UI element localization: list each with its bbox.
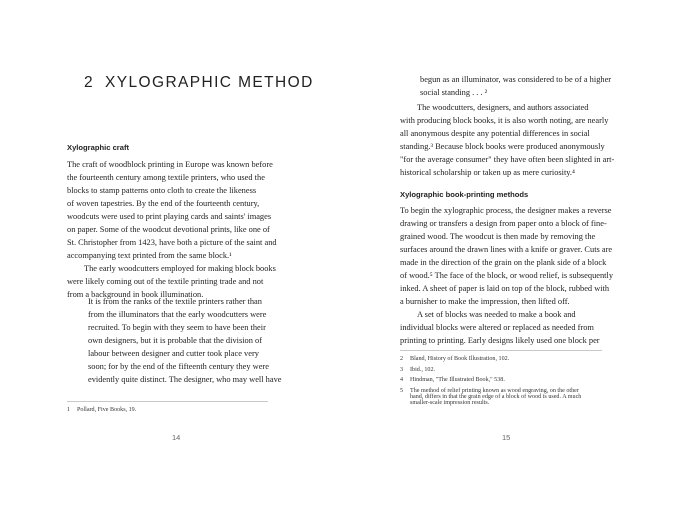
text-line: drawing or transfers a design from paper onto a block of fine- — [400, 219, 607, 228]
text-line: standing.³ Because block books were produced anonymously — [400, 142, 605, 151]
text-line: of woven tapestries. By the end of the fourteenth century, — [67, 199, 260, 208]
footnote-number: 1 — [67, 407, 71, 413]
footnote — [400, 367, 581, 373]
text-line: accompanying text printed from the same block.¹ — [67, 251, 232, 260]
text-line: social standing . . . ² — [420, 88, 488, 97]
chapter-title-text: XYLOGRAPHIC METHOD — [105, 74, 314, 91]
text-line: The early woodcutters employed for making block books — [84, 264, 276, 273]
footnote — [400, 377, 581, 383]
text-line: The woodcutters, designers, and authors associated — [417, 103, 589, 112]
text-line: historical scholarship or taken up as mere curiosity.⁴ — [400, 168, 575, 177]
block-quote-continuation — [420, 73, 611, 99]
footnote-number: 3 — [400, 366, 404, 373]
chapter-title — [84, 74, 314, 92]
text-line: inked. A sheet of paper is laid on top of the block, rubbed with — [400, 284, 610, 293]
right-footnotes — [400, 356, 581, 410]
text-line: surfaces around the drawn lines with a knife or graver. Cuts are — [400, 245, 613, 254]
text-line: "for the average consumer" they have often been slighted in art- — [400, 155, 615, 164]
text-line: all anonymous despite any potential differences in social — [400, 129, 590, 138]
footnote-rule — [67, 401, 268, 402]
text-line: grained wood. The woodcut is then made by removing the — [400, 232, 596, 241]
footnote — [400, 388, 581, 406]
footnote-line — [400, 388, 581, 394]
right-page — [340, 0, 680, 510]
footnote-line — [400, 367, 581, 373]
footnote-text: The method of relief printing known as wood engraving, on the other — [410, 387, 579, 394]
footnote-text: hand, differs in that the grain edge of a block of wood is used. A much — [410, 393, 582, 400]
text-line: the fourteenth century among textile printers, who used the — [67, 173, 265, 182]
footnote-text: Bland, History of Book Illustration, 102. — [410, 356, 510, 362]
text-line: St. Christopher from 1423, have both a picture of the saint and — [67, 238, 277, 247]
text-line: own designers, but it is probable that the division of — [88, 336, 262, 345]
footnote-number: 2 — [400, 356, 404, 362]
text-line: individual blocks were altered or replaced as needed from — [400, 323, 594, 332]
left-footnotes — [67, 407, 136, 413]
chapter-number: 2 — [84, 74, 95, 91]
text-line: It is from the ranks of the textile printers rather than — [88, 297, 262, 306]
page-number-right: 15 — [502, 433, 511, 442]
text-line: a burnisher to make the impression, then lifted off. — [400, 297, 570, 306]
text-line: from a background in book illumination. — [67, 290, 204, 299]
footnote-rule — [400, 350, 602, 351]
text-line: of wood.⁵ The face of the block, or wood relief, is subsequently — [400, 271, 614, 280]
text-line: soon; for by the end of the fifteenth century they were — [88, 362, 269, 371]
footnote-number: 4 — [400, 377, 404, 383]
footnote-line — [400, 356, 581, 362]
footnote-text: Pollard, Five Books, 19. — [77, 407, 137, 413]
text-line: recruited. To begin with they seem to have been their — [88, 323, 266, 332]
footnote — [67, 407, 136, 413]
text-line: printing to printing. Early designs likely used one block per — [400, 336, 600, 345]
text-line: evidently quite distinct. The designer, who may well have — [88, 375, 282, 384]
footnote-text: Hindman, "The Illustrated Book," 538. — [410, 377, 505, 383]
text-line: with producing block books, it is also worth noting, are nearly — [400, 116, 609, 125]
left-body-text — [67, 158, 277, 301]
text-line: from the illuminators that the early woodcutters were — [88, 310, 267, 319]
section-heading-xylographic-craft: Xylographic craft — [67, 143, 130, 152]
text-line: blocks to stamp patterns onto cloth to create the likeness — [67, 186, 257, 195]
text-line: made in the direction of the grain on the plank side of a block — [400, 258, 607, 267]
text-line: To begin the xylographic process, the designer makes a reverse — [400, 206, 612, 215]
text-line: labour between designer and cutter took place very — [88, 349, 259, 358]
text-line: on paper. Some of the woodcut devotional prints, like one of — [67, 225, 270, 234]
section-heading-book-printing: Xylographic book-printing methods — [400, 190, 529, 199]
page-number-left: 14 — [172, 433, 181, 442]
right-body-text — [400, 101, 614, 179]
block-quote — [88, 295, 281, 386]
text-line: begun as an illuminator, was considered to be of a higher — [420, 75, 612, 84]
text-line: were likely coming out of the textile printing trade and not — [67, 277, 264, 286]
right-section-text — [400, 204, 613, 347]
text-line: The craft of woodblock printing in Europe was known before — [67, 160, 273, 169]
footnote-line — [400, 377, 581, 383]
footnote-text: Ibid., 102. — [410, 366, 436, 373]
footnote — [400, 356, 581, 362]
footnote-text: smaller-scale impression results. — [410, 399, 490, 406]
footnote-number: 5 — [400, 387, 404, 394]
text-line: A set of blocks was needed to make a book and — [417, 310, 576, 319]
text-line: woodcuts were used to print playing cards and saints' images — [67, 212, 272, 221]
